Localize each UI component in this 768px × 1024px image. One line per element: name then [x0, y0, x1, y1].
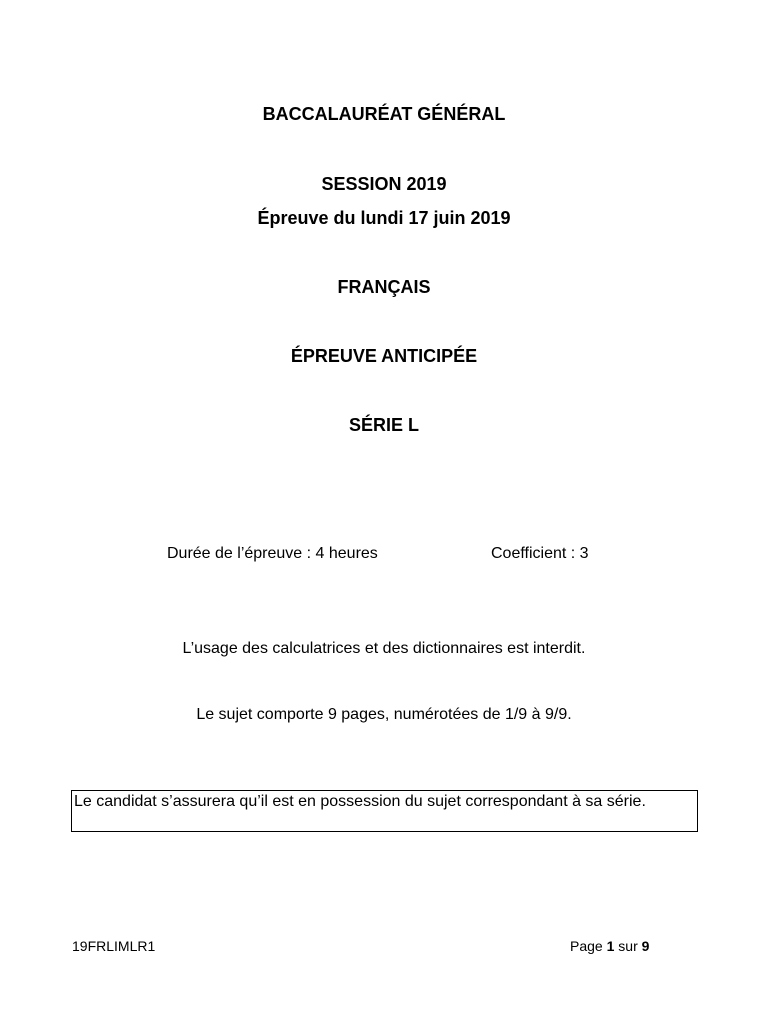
- subject-title: FRANÇAIS: [337, 277, 431, 297]
- calculator-rule: L’usage des calculatrices et des dictionnaires est interdit.: [182, 640, 586, 657]
- duration-text: Durée de l’épreuve : 4 heures: [167, 545, 378, 562]
- exam-title: BACCALAURÉAT GÉNÉRAL: [262, 104, 506, 124]
- exam-type: ÉPREUVE ANTICIPÉE: [290, 346, 478, 366]
- exam-date: Épreuve du lundi 17 juin 2019: [257, 208, 511, 228]
- page-prefix: Page: [570, 938, 603, 954]
- candidate-notice-box: Le candidat s’assurera qu’il est en possession du sujet correspondant à sa série.: [71, 790, 698, 832]
- page-count-note: Le sujet comporte 9 pages, numérotées de 1/9 à 9/9.: [196, 706, 572, 723]
- page-current: 1: [606, 938, 615, 954]
- subject-code: 19FRLIMLR1: [72, 938, 156, 954]
- coefficient-text: Coefficient : 3: [491, 545, 589, 562]
- page-separator: sur: [618, 938, 638, 954]
- series-title: SÉRIE L: [348, 415, 419, 435]
- page-total: 9: [641, 938, 650, 954]
- session-title: SESSION 2019: [321, 174, 447, 194]
- page-number: [570, 937, 649, 955]
